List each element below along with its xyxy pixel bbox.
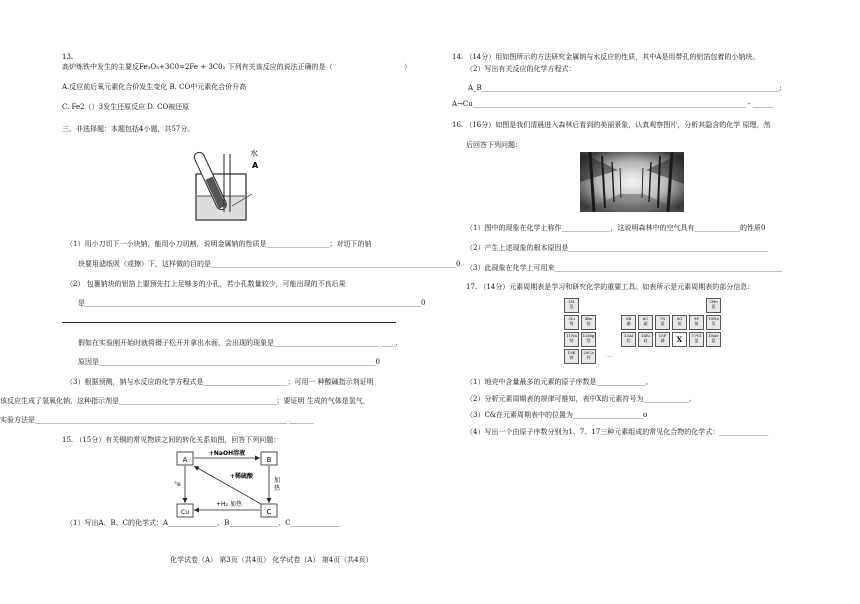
q17-stem: 17. （14分）元素周期表是学习和研究化学的重要工具。如表所示是元素周期表的部分信息：	[466, 283, 755, 291]
node-c: C	[266, 508, 272, 516]
periodic-cell: 13Al 铝	[621, 332, 636, 347]
forest-morning-photo	[580, 152, 684, 212]
periodic-cell: 3Li 锂	[564, 315, 579, 330]
q16-2: （2）产生上述现象的根本原因是_________________________________________________________	[466, 244, 768, 252]
periodic-cell: X	[672, 332, 687, 347]
q14-ab-line: A_B_____________________________________________________________________________________;	[468, 84, 782, 92]
page-footer: 化学试卷（A） 第3页（共4页） 化学试卷（A） 第4页（共4页）	[170, 556, 373, 564]
label-heat-vertical-1: 加	[274, 477, 281, 484]
section-3-heading: 三、非选择题：本题包括4小题，共57分。	[62, 125, 195, 133]
periodic-cell: 5B 硼	[621, 315, 636, 330]
periodic-cell: 1H 氢	[564, 298, 579, 313]
periodic-cell: 4Be 铍	[581, 315, 596, 330]
q15-stem: 15. （15分）有关铜的常见物质之间的转化关系如图，回答下列问题：	[62, 436, 281, 444]
periodic-cell: 19K 钾	[564, 349, 579, 364]
periodic-cell: 15P 磷	[655, 332, 670, 347]
q14-2-line1: （2） 包裹钠块的铝箔上要预先打上足够多的小孔，若小孔数量较少，可能出现的不良后果	[66, 280, 346, 288]
q17-3: （3）C&在元素周期表中的位置为____________________o	[466, 411, 648, 419]
periodic-cell: ......	[598, 349, 620, 364]
q13-stem: 高炉炼铁中发生的主要反Fe₂O₃+3C0=2Fe + 3C0₂ 下列有关该反应的说法正确的是（	[62, 63, 333, 71]
periodic-cell: 6C 碳	[638, 315, 653, 330]
q14-acu-line: A→Cu______________________________________________________________________________ - ______	[452, 100, 774, 108]
periodic-cell: 14Si 硅	[638, 332, 653, 347]
q14-stem: 14. （14分）用如图所示的方法研究金属钠与水反应的性质，其中A是用带孔的铝箔包着的小钠块。	[452, 53, 760, 61]
fig-label-a: A	[252, 161, 259, 170]
q14-1-line2: 块要用滤纸吸（或擦）下，这样做的目的是______________________________________________________________________0	[78, 260, 461, 268]
copper-conversion-diagram	[164, 446, 294, 522]
label-acid: +稀硫酸	[230, 473, 254, 480]
q14-2: （2）写出有关反应的化学方程式：	[466, 65, 576, 73]
periodic-cell: 9F 氟	[689, 315, 704, 330]
label-e: °e	[174, 481, 181, 488]
periodic-cell: 2He 氦	[706, 298, 721, 313]
label-naoh: +NaOH溶液	[208, 450, 246, 457]
q13-options-cd: C. Fe2（）3发生还原反应 D. CO被还原	[62, 103, 190, 111]
node-b: B	[266, 456, 272, 464]
periodic-cell: 7N 氮	[655, 315, 670, 330]
q13-options-ab: A.反应前后氧元素化合价发生变化 B. CO中元素化合价升高	[62, 83, 247, 91]
q17-2: （2）分析元素周期表的规律可推知，表中X的元素符号为_____________。	[466, 395, 696, 403]
node-cu: Cu	[181, 509, 189, 516]
q13-paren-close: ）	[404, 63, 411, 71]
q16-1: （1）图中的现象在化学上称作______________，这说明森林中的空气具有_____________的性质0	[466, 224, 766, 232]
q14-3-line2: 该反应生成了氢氧化钠，这种指示剂是_____________________________________________；要证明 生成的气体是氢气，	[0, 397, 370, 405]
q17-4: （4）写出一个由原子序数分别为1、7、17三种元素组成的常见化合物的化学式：______________	[466, 428, 769, 436]
q14-2-line4: 原因是_______________________________________________________________________________0	[78, 358, 380, 366]
q16-stem-line1: 16. （16分）如图是我们清晨进入森林后看到的美丽景象，认真观察图片，分析其隐含的化学 原理，然	[452, 121, 771, 129]
node-a: A	[182, 456, 188, 464]
q14-2-line2: 是________________________________________________________________________________________________0	[78, 299, 426, 307]
periodic-table-fragment	[564, 298, 722, 366]
fig-label-water: 水	[250, 149, 258, 158]
q15-1: （1）写出A、B、C的化学式：A______________、B______________、C______________	[66, 519, 340, 527]
answer-line	[62, 322, 396, 323]
q14-2-line3: 假如在实验刚开始时就将镊子松开并拿出水面，会出现的现象是______________________________ ____,	[78, 339, 398, 347]
q16-stem-line2: 后回答下列问题：	[466, 141, 522, 149]
periodic-cell: 8O 氧	[672, 315, 687, 330]
q14-1-line1: （1）用小刀切下一小块钠，能用小刀切割，说明金属钠的性质是__________________；对切下的钠	[66, 240, 372, 248]
label-h2-heat: +H₂ 加热	[216, 501, 242, 508]
sodium-water-apparatus-figure	[188, 146, 272, 224]
q14-3-line1: （3）根据预测，钠与水反应的化学方程式是________________________；可用一 种酸碱指示剂证明	[66, 378, 374, 386]
periodic-cell: 12Mg 镁	[581, 332, 596, 347]
periodic-cell: 17Cl 氯	[689, 332, 704, 347]
periodic-cell: 11Na 钠	[564, 332, 579, 347]
label-heat-vertical-2: 热	[274, 485, 281, 492]
periodic-cell: 18Ar 氩	[706, 332, 721, 347]
q13-number: 13.	[62, 53, 74, 61]
q14-3-line3: 实验方法是________________________________________________________________________ _______	[0, 416, 314, 424]
periodic-cell: 10Ne 氖	[706, 315, 721, 330]
q17-1: （1）地壳中含量最多的元素的原子序数是______________。	[466, 378, 653, 386]
periodic-cell: 20Ca 钙	[581, 349, 596, 364]
q16-3: （3）此现象在化学上可用来_________________________________________________________________	[466, 264, 782, 272]
